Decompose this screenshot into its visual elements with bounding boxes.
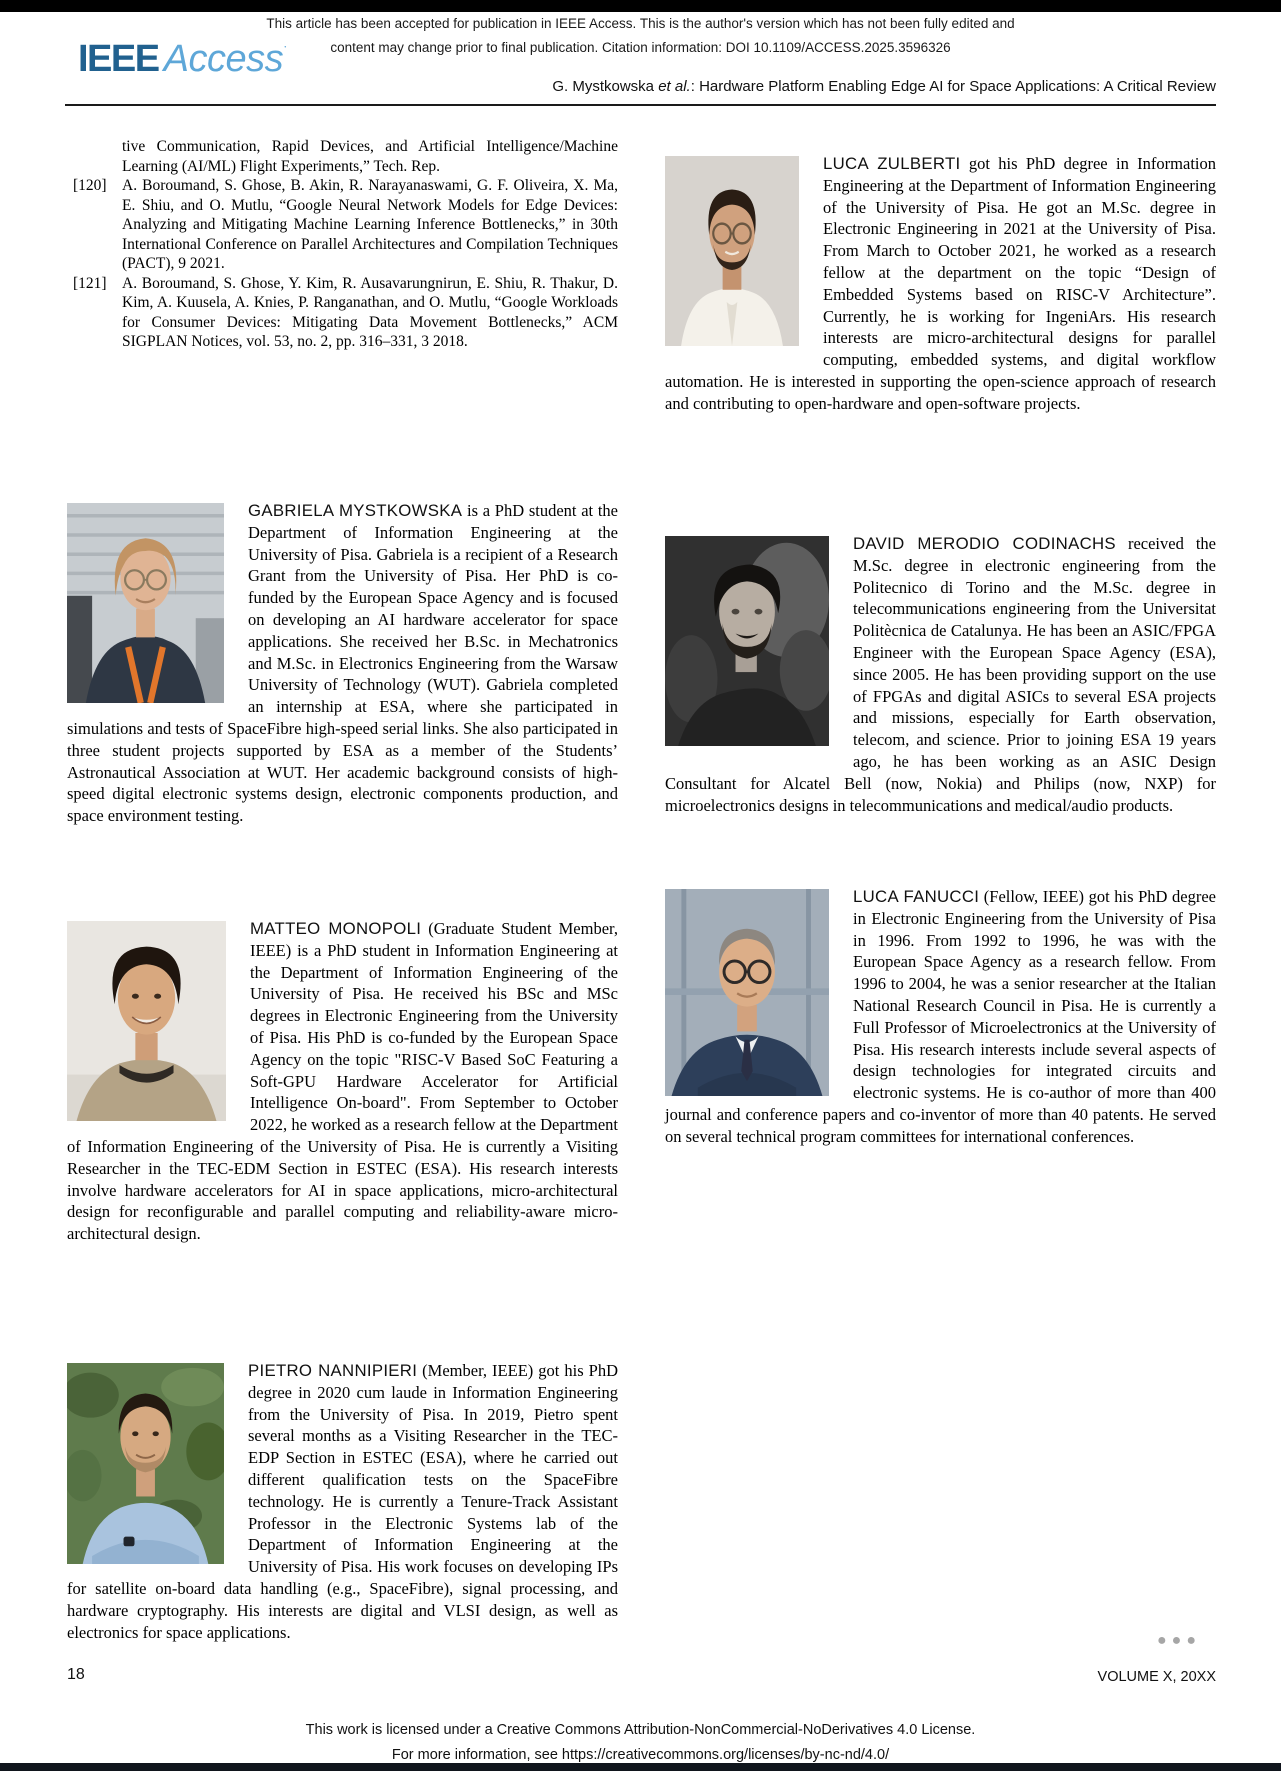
license-line2: For more information, see https://creativecommons.org/licenses/by-nc-nd/4.0/ — [391, 1747, 890, 1763]
portrait-illustration — [665, 889, 829, 1096]
bio-text: received the M.Sc. degree in electronic engineering from the Politecnico di Torino and the M.Sc. degree in telecommunications engineering from the Universitat Politècnica de Catalunya. He has been an ASIC/FPGA Engineer with the European Space Agency (ESA), since 2005. He has been providing support on the use of FPGAs and digital ASICs to several ESA projects and missions, especially for Earth observation, telecom, and science. Prior to joining ESA 19 years ago, he has been working as an ASIC Design Consultant for Alcatel Bell (now, Nokia) and Philips (now, NXP) for microelectronics designs in telecommunications and medical/audio products. — [665, 534, 1217, 815]
top-black-bar — [0, 0, 1281, 12]
author-name: GABRIELA MYSTKOWSKA — [248, 501, 463, 520]
photo-luca-zulberti — [665, 156, 799, 346]
running-header-title: : Hardware Platform Enabling Edge AI for Space Applications: A Critical Review — [690, 78, 1216, 95]
reference-120: [120] A. Boroumand, S. Ghose, B. Akin, R. Narayanaswami, G. F. Oliveira, X. Ma, E. Shiu, and O. Mutlu, “Google Neural Network Models for Edge Devices: Analyzing and Mitigating Machine Learning Inference Bottlenecks,” in 30th International Conference on Parallel Architectures and Compilation Techniques (PACT), 9 2021. — [73, 177, 618, 272]
logo-ieee-text: IEEE — [78, 38, 159, 80]
photo-gabriela-mystkowska — [67, 503, 224, 703]
bio-luca-zulberti — [665, 153, 1216, 415]
reference-121: [121] A. Boroumand, S. Ghose, Y. Kim, R. Ausavarungnirun, E. Shiu, R. Thakur, D. Kim, A. Kuusela, A. Knies, P. Ranganathan, and O. Mutlu, “Google Workloads for Consumer Devices: Mitigating Data Movement Bottlenecks,” ACM SIGPLAN Notices, vol. 53, no. 2, pp. 316–331, 3 2018. — [73, 274, 618, 350]
portrait-illustration — [67, 921, 226, 1121]
bio-text: (Member, IEEE) got his PhD degree in 2020 cum laude in Information Engineering from the University of Pisa. In 2019, Pietro spent several months as a Visiting Researcher in the TEC-EDP Section in ESTEC (ESA), where he carried out different qualification tests on the SpaceFibre technology. He is currently a Tenure-Track Assistant Professor in the Electronic Systems lab of the Department of Information Engineering at the University of Pisa. His work focuses on developing IPs for satellite on-board data handling (e.g., SpaceFibre), signal processing, and hardware cryptography. His interests are digital and VLSI design, as well as electronics for space applications. — [67, 1361, 619, 1642]
photo-luca-fanucci — [665, 889, 829, 1096]
ellipsis-dots: ●●● — [1157, 1632, 1201, 1649]
portrait-illustration — [67, 503, 224, 703]
author-name: MATTEO MONOPOLI — [250, 919, 422, 938]
bottom-black-bar — [0, 1763, 1281, 1771]
reference-120-label: [120] — [73, 177, 107, 194]
bio-text: (Graduate Student Member, IEEE) is a PhD student in Information Engineering at the Department of Information Engineering of the University of Pisa. He received his BSc and MSc degrees in Electronic Engineering from the University of Pisa. His PhD is co-funded by the European Space Agency on the topic "RISC-V Based SoC Featuring a Soft-GPU Hardware Accelerator for Artificial Intelligence On-board". From September to October 2022, he worked as a research fellow at the Department of Information Engineering of the University of Pisa. He is currently a Visiting Researcher in the TEC-EDM Section in ESTEC (ESA). His research interests involve hardware accelerators for AI in space applications, micro-architectural design for reconfigurable and parallel computing and reliability-aware micro-architectural design. — [67, 919, 618, 1244]
ieee-access-logo — [78, 38, 287, 81]
photo-matteo-monopoli — [67, 921, 226, 1121]
acceptance-notice-line2: content may change prior to final publication. Citation information: DOI 10.1109/ACCESS.2025.3596326 — [330, 40, 951, 55]
header-rule — [65, 104, 1216, 106]
portrait-illustration — [665, 536, 829, 746]
running-header — [552, 78, 1216, 95]
author-name: LUCA ZULBERTI — [823, 154, 961, 173]
page-number: 18 — [67, 1666, 85, 1683]
running-header-etal: et al. — [658, 78, 691, 95]
bio-text: (Fellow, IEEE) got his PhD degree in Electronic Engineering from the University of Pisa in 1996. From 1992 to 1996, he was with the European Space Agency as a research fellow. From 1996 to 2004, he was a senior researcher at the Italian National Research Council in Pisa. He is currently a Full Professor of Microelectronics at the University of Pisa. His research interests include several aspects of design technologies for integrated circuits and electronic systems. He is co-author of more than 400 journal and conference papers and co-inventor of more than 40 patents. He served on several technical program committees for international conferences. — [665, 887, 1216, 1146]
bio-david-merodio-codinachs — [665, 533, 1216, 816]
reference-121-label: [121] — [73, 274, 107, 292]
bio-gabriela-mystkowska — [67, 500, 618, 827]
running-header-authors: G. Mystkowska — [552, 78, 659, 95]
acceptance-notice-line1: This article has been accepted for publication in IEEE Access. This is the author's version which has not been fully edited and — [266, 16, 1015, 31]
author-name: DAVID MERODIO CODINACHS — [853, 534, 1116, 553]
author-name: PIETRO NANNIPIERI — [248, 1361, 418, 1380]
photo-david-merodio-codinachs — [665, 536, 829, 746]
logo-trademark-dot: · — [283, 39, 288, 54]
bio-text: is a PhD student at the Department of Information Engineering at the University of Pisa. Gabriela is a recipient of a Research Grant from the University of Pisa. Her PhD is co-funded by the European Space Agency and is focused on developing an AI hardware accelerator for space applications. She received her B.Sc. in Mechatronics and M.Sc. in Electronics Engineering from the Warsaw University of Technology (WUT). Gabriela completed an internship at ESA, where she participated in simulations and tests of SpaceFibre high-speed serial links. She also participated in three student projects supported by ESA as a member of the Students’ Astronautical Association at WUT. Her academic background consists of high-speed digital electronic systems design, electronic components production, and space environment testing. — [67, 501, 619, 826]
portrait-illustration — [67, 1363, 224, 1564]
portrait-illustration — [665, 156, 799, 346]
bio-luca-fanucci — [665, 886, 1216, 1148]
license-line1: This work is licensed under a Creative Commons Attribution-NonCommercial-NoDerivatives 4.0 License. — [305, 1722, 976, 1738]
author-name: LUCA FANUCCI — [853, 887, 980, 906]
bio-pietro-nannipieri — [67, 1360, 618, 1643]
volume-label: VOLUME X, 20XX — [1097, 1669, 1216, 1685]
photo-pietro-nannipieri — [67, 1363, 224, 1564]
bio-matteo-monopoli — [67, 918, 618, 1245]
reference-continuation: tive Communication, Rapid Devices, and Artificial Intelligence/Machine Learning (AI/ML) Flight Experiments,” Tech. Rep. — [122, 138, 618, 175]
references-block — [67, 137, 618, 352]
logo-access-text: Access — [163, 38, 284, 80]
bio-text: got his PhD degree in Information Engineering at the Department of Information Engineering of the University of Pisa. He got an M.Sc. degree in Electronic Engineering in 2021 at the University of Pisa. From March to October 2021, he worked as a research fellow at the department on the topic “Design of Embedded Systems based on RISC-V Architecture”. Currently, he is working for IngeniArs. His research interests are micro-architectural designs for parallel computing, embedded systems, and digital workflow automation. He is interested in supporting the open-science approach of research and contributing to open-hardware and open-software projects. — [665, 154, 1216, 413]
